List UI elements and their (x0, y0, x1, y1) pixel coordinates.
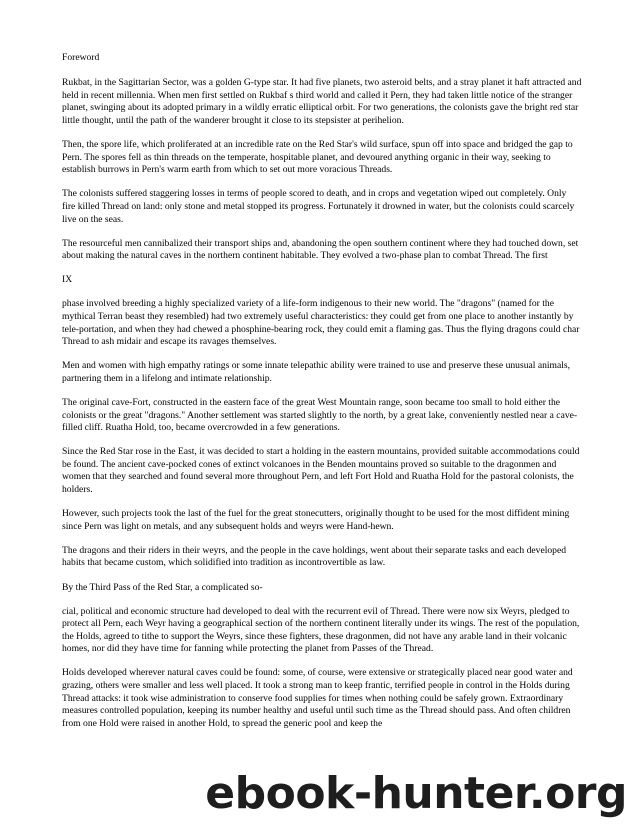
document-page (62, 52, 582, 742)
paragraph: By the Third Pass of the Red Star, a complicated so- (62, 581, 263, 593)
paragraph: Since the Red Star rose in the East, it was decided to start a holding in the eastern mountains, provided suitable accommodations could be found. The ancient cave-pocked cones of extinct volcanoes in the Benden mountains proved so suitable to the dragonmen and women that they searched and found several more throughout Pern, and left Fort Hold and Ruatha Hold for the pastoral colonists, the holders. (62, 446, 580, 496)
paragraph: The resourceful men cannibalized their transport ships and, abandoning the open southern continent where they had touched down, set about making the natural caves in the northern continent habitable. They evolved a two-phase plan to combat Thread. The first (62, 237, 579, 262)
watermark-text: ebook-hunter.org (205, 768, 627, 819)
paragraph: The colonists suffered staggering losses in terms of people scored to death, and in crops and vegetation wiped out completely. Only fire killed Thread on land: only stone and metal stopped its progress. Fortunately it drowned in water, but the colonists could scarcely live on the seas. (62, 188, 575, 225)
paragraph: Rukbat, in the Sagittarian Sector, was a golden G-type star. It had five planets, two asteroid belts, and a stray planet it haft attracted and held in recent millennia. When men first settled on Rukbaf s third world and called it Pern, they had taken little notice of the stranger planet, swinging about its adopted primary in a wildly erratic elliptical orbit. For two generations, the colonists gave the bright red star little thought, until the path of the wanderer brought it close to its stepsister at perihelion. (62, 77, 582, 126)
paragraph: The dragons and their riders in their weyrs, and the people in the cave holdings, went about their separate tasks and each developed habits that became custom, which solidified into tradition as incontrovertible as law. (62, 544, 567, 569)
foreword-heading: Foreword (62, 52, 100, 63)
paragraph: However, such projects took the last of the fuel for the great stonecutters, originally thought to be used for the most diffident mining since Pern was light on metals, and any subsequent holds and weyrs were Hand-hewn. (62, 508, 570, 532)
paragraph: Men and women with high empathy ratings or some innate telepathic ability were trained to use and preserve these unusual animals, partnering them in a lifelong and intimate relationship. (62, 360, 571, 384)
paragraph: Holds developed wherever natural caves could be found: some, of course, were extensive or strategically placed near good water and grazing, others were smaller and less well placed. It took a strong man to keep frantic, terrified people in control in the Holds during Thread attacks: it took wise administration to conserve food supplies for times when nothing could be safely grown. Extraordinary measures controlled population, keeping its number healthy and useful until such time as the Thread should pass. And often children from one Hold were raised in another Hold, to spread the generic pool and keep the (62, 667, 573, 729)
paragraph: Then, the spore life, which proliferated at an incredible rate on the Red Star's wild surface, spun off into space and bridged the gap to Pern. The spores fell as thin threads on the temperate, hospitable planet, and devoured anything organic in their way, seeking to establish burrows in Pern's warm earth from which to set out more voracious Threads. (62, 139, 573, 176)
paragraph: cial, political and economic structure had developed to deal with the recurrent evil of Thread. There were now six Weyrs, pledged to protect all Pern, each Weyr having a geographical section of the northern continent literally under its wings. The rest of the population, the Holds, agreed to tithe to support the Weyrs, since these fighters, these dragonmen, did not have any arable land in their volcanic homes, nor did they have time for fanning while protecting the planet from Passes of the Thread. (62, 605, 580, 655)
page-number: IX (62, 274, 73, 286)
paragraph: phase involved breeding a highly specialized variety of a life-form indigenous to their new world. The "dragons" (named for the mythical Terran beast they resembled) had two extremely useful characteristics: they could get from one place to another instantly by tele-portation, and when they had chewed a phosphine-bearing rock, they could emit a flaming gas. Thus the flying dragons could char Thread to ash midair and escape its ravages themselves. (62, 298, 580, 348)
paragraph: The original cave-Fort, constructed in the eastern face of the great West Mountain range, soon became too small to hold either the colonists or the great "dragons." Another settlement was started slightly to the north, by a great lake, conveniently nestled near a cave-filled cliff. Ruatha Hold, too, became overcrowded in a few generations. (62, 396, 578, 434)
